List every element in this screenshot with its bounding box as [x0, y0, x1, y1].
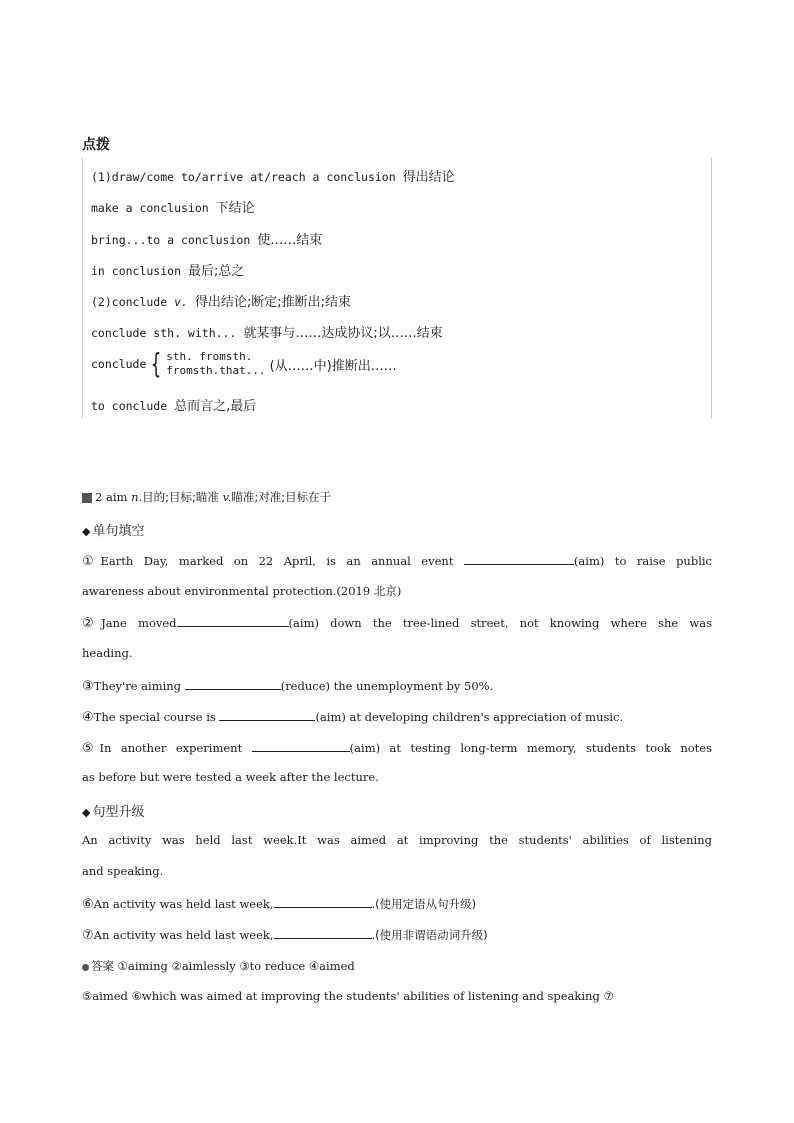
tip-en: conclude: [91, 357, 147, 371]
tip-zh: 最后;总之: [187, 264, 245, 279]
tip-zh: 得出结论: [402, 170, 455, 185]
upgrade-heading: ◆ 句型升级: [82, 805, 145, 820]
question-3: [82, 677, 712, 694]
question-hint: (aim) at testing long-term memory, students took notes: [349, 741, 713, 755]
question-text: Earth Day, marked on 22 April, is an annual event: [100, 554, 454, 568]
tip-line-4: [91, 260, 244, 279]
answers-line-2: [82, 989, 712, 1003]
question-hint: .(使用定语从句升级): [371, 897, 477, 911]
tip-zh: 下结论: [215, 201, 255, 216]
question-text: An activity was held last week,: [93, 928, 274, 942]
answer-blank[interactable]: [177, 614, 289, 627]
conclude-brace-group: [91, 347, 397, 380]
tip-zh: 总而言之,最后: [174, 399, 257, 414]
tips-title: 点拨: [82, 137, 110, 153]
tip-en: make a conclusion: [91, 201, 209, 215]
answer-dot-icon: [82, 964, 89, 971]
original-sentence: An activity was held last week.It was aimed at improving the students' abilities of listening: [82, 833, 712, 847]
tip-line-7: [91, 347, 397, 380]
upgrade-original: [82, 833, 712, 847]
question-text: An activity was held last week,: [93, 897, 274, 911]
brace-options: [166, 350, 265, 378]
question-number: ⑤: [82, 741, 100, 756]
question-number: ②: [82, 616, 102, 631]
question-text: Jane moved: [101, 616, 177, 630]
tip-en: conclude sth. with...: [91, 326, 237, 340]
question-number: ③: [82, 679, 94, 694]
tip-zh: 得出结论;断定;推断出;结束: [194, 295, 352, 310]
question-7: [82, 926, 712, 943]
question-hint: (aim) down the tree-lined street, not knowing where she was: [288, 616, 713, 630]
question-hint: .(使用非谓语动词升级): [371, 928, 488, 942]
square-marker-icon: [82, 493, 92, 503]
question-number: ①: [82, 554, 101, 569]
upgrade-original-cont: [82, 864, 712, 878]
question-5: [82, 739, 712, 756]
tip-en: bring...to a conclusion: [91, 233, 251, 247]
answers-text: ⑤aimed ⑥which was aimed at improving the students' abilities of listening and speaking ⑦: [82, 989, 614, 1003]
answers-label: 答案: [91, 959, 114, 973]
word-pos: v.: [222, 490, 232, 504]
question-hint: (aim) at developing children's appreciation of music.: [315, 710, 624, 724]
question-5-cont: [82, 770, 712, 784]
question-6: [82, 895, 712, 912]
question-text: awareness about environmental protection.(2019 北京): [82, 584, 402, 598]
question-number: ④: [82, 710, 94, 725]
question-hint: (aim) to raise public: [573, 554, 712, 568]
answer-blank[interactable]: [185, 677, 281, 690]
tip-zh: 使……结束: [257, 233, 323, 248]
tip-line-6: [91, 322, 443, 341]
question-text: The special course is: [93, 710, 216, 724]
tip-en: (1)draw/come to/arrive at/reach a conclusion: [91, 170, 396, 184]
word-number: 2: [95, 490, 103, 504]
tip-en: (2)conclude: [91, 295, 168, 309]
tip-zh: 就某事与……达成协议;以……结束: [243, 326, 443, 341]
curly-brace-icon: {: [150, 347, 162, 380]
answer-blank[interactable]: [464, 552, 574, 565]
fill-heading: ◆ 单句填空: [82, 524, 145, 539]
word-head: aim: [105, 490, 128, 504]
tip-en: in conclusion: [91, 264, 182, 278]
word-def: 目的;目标;瞄准: [142, 490, 219, 504]
tips-box: [82, 157, 712, 419]
question-1: [82, 552, 712, 569]
brace-option-2: fromsth.that...: [166, 364, 266, 377]
question-4: [82, 708, 712, 725]
question-text: as before but were tested a week after the lecture.: [82, 770, 379, 784]
question-hint: (reduce) the unemployment by 50%.: [280, 679, 494, 693]
word-def: 瞄准;对准;目标在于: [231, 490, 332, 504]
question-text: They're aiming: [93, 679, 182, 693]
brace-option-1: sth. fromsth.: [166, 350, 253, 363]
tip-line-1: [91, 166, 455, 185]
answers-line-1: [82, 958, 712, 974]
diamond-bullet-icon: ◆: [82, 806, 91, 819]
tip-line-2: [91, 197, 255, 216]
diamond-bullet-icon: ◆: [82, 525, 91, 538]
question-text: In another experiment: [99, 741, 243, 755]
answer-blank[interactable]: [219, 708, 315, 721]
answers-text: ①aiming ②aimlessly ③to reduce ④aimed: [117, 959, 355, 973]
original-sentence: and speaking.: [82, 864, 164, 878]
tip-pos: v.: [174, 295, 188, 309]
word-entry: [82, 489, 712, 505]
answer-blank[interactable]: [274, 926, 372, 939]
question-2-cont: [82, 646, 712, 660]
question-2: [82, 614, 712, 631]
tip-line-5: [91, 291, 351, 310]
tip-line-8: [91, 395, 256, 414]
question-text: heading.: [82, 646, 133, 660]
tip-en: to conclude: [91, 399, 168, 413]
question-1-cont: [82, 583, 712, 599]
tip-zh: (从……中)推断出……: [269, 358, 397, 374]
question-number: ⑥: [82, 897, 94, 912]
tip-line-3: [91, 229, 322, 248]
question-number: ⑦: [82, 928, 94, 943]
answer-blank[interactable]: [274, 895, 372, 908]
word-pos: n.: [131, 490, 143, 504]
answer-blank[interactable]: [252, 739, 350, 752]
